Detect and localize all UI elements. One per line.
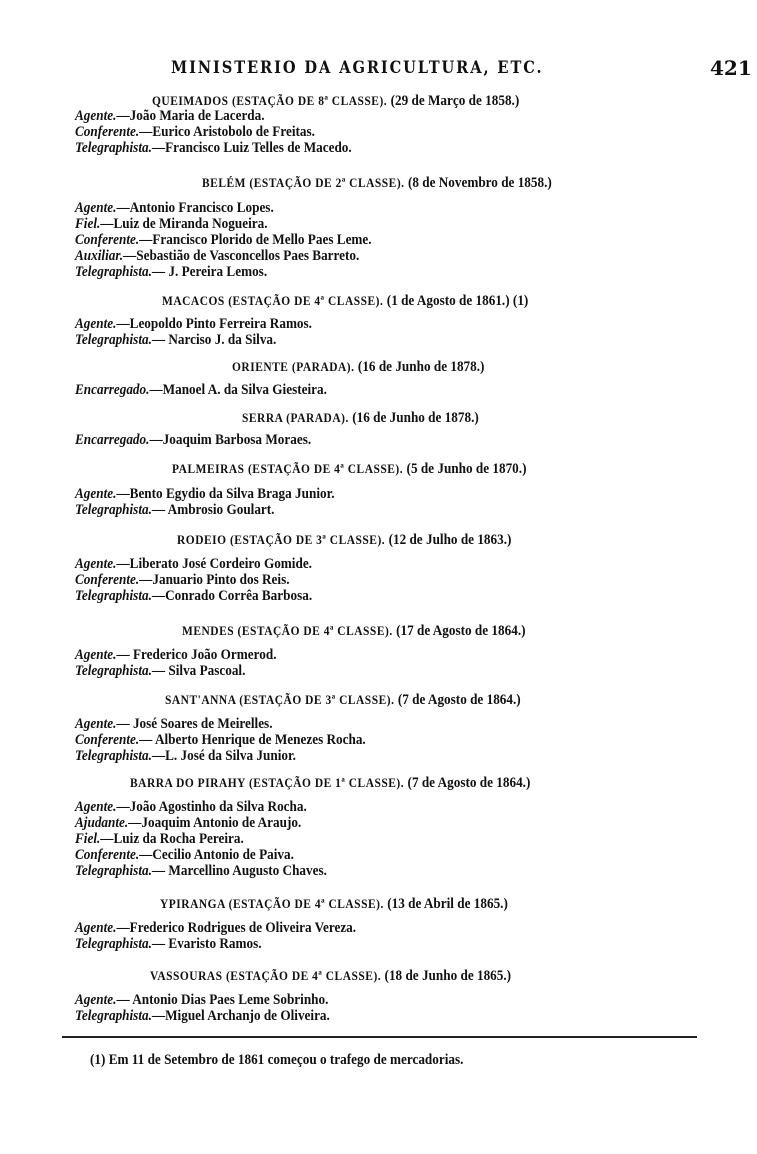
- staff-entry: [75, 799, 307, 816]
- staff-entry: [75, 920, 356, 937]
- staff-entry: [75, 140, 352, 157]
- staff-name: —Sebastião de Vasconcellos Paes Barreto.: [123, 247, 360, 264]
- staff-name: —Leopoldo Pinto Ferreira Ramos.: [116, 316, 312, 332]
- staff-entry: [75, 248, 359, 265]
- station-class: (ESTAÇÃO DE 4ª CLASSE).: [224, 293, 387, 308]
- staff-entry: [75, 572, 290, 589]
- station-class: (ESTAÇÃO DE 4ª CLASSE).: [244, 461, 407, 476]
- station-name: PALMEIRAS: [172, 461, 245, 476]
- running-header: MINISTERIO DA AGRICULTURA, ETC.: [171, 58, 544, 78]
- staff-name: —João Agostinho da Silva Rocha.: [116, 799, 307, 815]
- staff-name: —Luiz da Rocha Pereira.: [100, 830, 244, 847]
- staff-entry: [75, 716, 272, 733]
- station-date: (18 de Junho de 1865.): [384, 968, 512, 984]
- staff-role: Agente.: [75, 920, 117, 936]
- staff-role: Agente.: [75, 716, 117, 732]
- station-class: (ESTAÇÃO DE 4ª CLASSE).: [225, 896, 388, 911]
- station-date: (8 de Novembro de 1858.): [407, 175, 552, 191]
- staff-entry: [75, 216, 268, 233]
- staff-entry: [75, 663, 245, 680]
- station-name: MACACOS: [162, 293, 225, 308]
- footnote-divider: [62, 1036, 697, 1038]
- staff-role: Conferente.: [75, 571, 140, 588]
- staff-entry: [75, 732, 366, 749]
- staff-name: — Evaristo Ramos.: [151, 935, 262, 952]
- staff-role: Telegraphista.: [75, 263, 152, 280]
- staff-role: Agente.: [75, 200, 117, 216]
- staff-role: Agente.: [75, 316, 117, 332]
- staff-role: Agente.: [75, 556, 117, 572]
- staff-role: Telegraphista.: [75, 501, 152, 518]
- station-name: MENDES: [182, 623, 235, 638]
- staff-name: —Antonio Francisco Lopes.: [116, 200, 274, 216]
- staff-entry: [75, 108, 265, 125]
- station-class: (ESTAÇÃO DE 3ª CLASSE).: [226, 532, 389, 547]
- staff-role: Conferente.: [75, 731, 140, 748]
- station-heading: [172, 460, 526, 478]
- staff-role: Agente.: [75, 647, 117, 663]
- staff-role: Fiel.: [75, 830, 101, 847]
- staff-entry: [75, 316, 312, 333]
- staff-entry: [75, 588, 312, 605]
- station-class: (ESTAÇÃO DE 1ª CLASSE).: [245, 775, 408, 790]
- station-heading: [177, 531, 511, 549]
- station-name: VASSOURAS: [150, 968, 223, 983]
- staff-name: — José Soares de Meirelles.: [116, 716, 273, 732]
- staff-entry: [75, 748, 296, 765]
- staff-role: Telegraphista.: [75, 747, 152, 764]
- staff-entry: [75, 200, 274, 217]
- station-name: BELÉM: [202, 175, 246, 190]
- staff-name: — J. Pereira Lemos.: [151, 263, 268, 280]
- station-name: QUEIMADOS: [152, 93, 229, 108]
- staff-role: Auxiliar.: [75, 247, 124, 264]
- staff-entry: [75, 486, 335, 503]
- staff-name: —L. José da Silva Junior.: [151, 747, 296, 764]
- staff-role: Ajudante.: [75, 814, 129, 831]
- station-heading: [165, 691, 521, 709]
- staff-entry: [75, 647, 277, 664]
- station-heading: [202, 174, 552, 192]
- staff-entry: [75, 863, 327, 880]
- staff-role: Agente.: [75, 799, 117, 815]
- station-date: (7 de Agosto de 1864.): [407, 775, 531, 791]
- station-heading: [232, 358, 484, 376]
- staff-role: Encarregado.: [75, 432, 150, 448]
- station-date: (16 de Junho de 1878.): [357, 359, 485, 375]
- staff-entry: [75, 815, 301, 832]
- station-name: ORIENTE: [232, 359, 289, 374]
- station-class: (ESTAÇÃO DE 3ª CLASSE).: [235, 692, 398, 707]
- staff-entry: [75, 847, 294, 864]
- staff-name: —Frederico Rodrigues de Oliveira Vereza.: [116, 920, 357, 936]
- station-date: (16 de Junho de 1878.): [352, 410, 479, 426]
- staff-role: Telegraphista.: [75, 587, 152, 604]
- station-name: RODEIO: [177, 532, 227, 547]
- staff-name: —Francisco Plorido de Mello Paes Leme.: [139, 231, 372, 248]
- staff-name: —Bento Egydio da Silva Braga Junior.: [116, 486, 335, 502]
- staff-entry: [75, 432, 311, 449]
- staff-role: Conferente.: [75, 231, 140, 248]
- staff-name: — Antonio Dias Paes Leme Sobrinho.: [116, 992, 329, 1008]
- staff-role: Telegraphista.: [75, 662, 152, 679]
- staff-name: — Silva Pascoal.: [151, 662, 246, 679]
- staff-role: Telegraphista.: [75, 1007, 152, 1024]
- staff-role: Telegraphista.: [75, 331, 152, 348]
- staff-entry: [75, 831, 244, 848]
- staff-name: — Marcellino Augusto Chaves.: [151, 862, 327, 879]
- staff-name: —Cecilio Antonio de Paiva.: [139, 846, 294, 863]
- staff-role: Agente.: [75, 486, 117, 502]
- staff-role: Conferente.: [75, 846, 140, 863]
- staff-name: —Conrado Corrêa Barbosa.: [151, 587, 313, 604]
- station-heading: [162, 292, 528, 310]
- station-class: (ESTAÇÃO DE 4ª CLASSE).: [234, 623, 397, 638]
- staff-name: — Narciso J. da Silva.: [151, 331, 277, 348]
- staff-name: —Francisco Luiz Telles de Macedo.: [151, 139, 352, 156]
- staff-name: —Joaquim Antonio de Araujo.: [128, 814, 302, 831]
- station-date: (1 de Agosto de 1861.) (1): [386, 293, 529, 309]
- staff-role: Telegraphista.: [75, 862, 152, 879]
- staff-role: Agente.: [75, 108, 117, 124]
- staff-name: — Frederico João Ormerod.: [116, 647, 277, 663]
- station-name: YPIRANGA: [160, 896, 226, 911]
- staff-entry: [75, 1008, 330, 1025]
- station-heading: [160, 895, 508, 913]
- station-date: (17 de Agosto de 1864.): [396, 623, 526, 639]
- station-class: (PARADA).: [288, 359, 358, 374]
- staff-entry: [75, 264, 267, 281]
- station-date: (7 de Agosto de 1864.): [397, 692, 521, 708]
- staff-entry: [75, 936, 262, 953]
- station-name: BARRA DO PIRAHY: [130, 775, 246, 790]
- station-date: (5 de Junho de 1870.): [406, 461, 527, 477]
- staff-name: —Januario Pinto dos Reis.: [139, 571, 290, 588]
- staff-name: —João Maria de Lacerda.: [116, 108, 265, 124]
- staff-name: —Miguel Archanjo de Oliveira.: [151, 1007, 330, 1024]
- staff-entry: [75, 124, 315, 141]
- staff-role: Encarregado.: [75, 382, 150, 398]
- staff-entry: [75, 992, 328, 1009]
- station-class: (ESTAÇÃO DE 4ª CLASSE).: [222, 968, 385, 983]
- staff-entry: [75, 332, 276, 349]
- staff-role: Agente.: [75, 992, 117, 1008]
- staff-role: Fiel.: [75, 215, 101, 232]
- staff-entry: [75, 502, 274, 519]
- station-class: (ESTAÇÃO DE 2ª CLASSE).: [245, 175, 408, 190]
- staff-name: —Manoel A. da Silva Giesteira.: [149, 382, 327, 398]
- station-name: SANT'ANNA: [165, 692, 236, 707]
- station-date: (13 de Abril de 1865.): [387, 896, 508, 912]
- staff-name: —Liberato José Cordeiro Gomide.: [116, 556, 312, 572]
- staff-role: Conferente.: [75, 123, 140, 140]
- staff-name: — Ambrosio Goulart.: [151, 501, 275, 518]
- footnote: (1) Em 11 de Setembro de 1861 começou o trafego de mercadorias.: [90, 1052, 464, 1068]
- staff-entry: [75, 382, 327, 399]
- staff-role: Telegraphista.: [75, 139, 152, 156]
- station-class: (PARADA).: [282, 410, 353, 425]
- staff-name: — Alberto Henrique de Menezes Rocha.: [139, 731, 366, 748]
- station-heading: [242, 409, 479, 427]
- station-date: (12 de Julho de 1863.): [388, 532, 512, 548]
- staff-role: Telegraphista.: [75, 935, 152, 952]
- station-date: (29 de Março de 1858.): [390, 93, 520, 109]
- staff-name: —Joaquim Barbosa Moraes.: [149, 432, 312, 448]
- page-number: 421: [710, 56, 752, 80]
- staff-name: —Luiz de Miranda Nogueira.: [100, 215, 268, 232]
- station-heading: [130, 774, 530, 792]
- staff-name: —Eurico Aristobolo de Freitas.: [139, 123, 315, 140]
- station-class: (ESTAÇÃO DE 8ª CLASSE).: [228, 93, 391, 108]
- station-heading: [150, 967, 511, 985]
- staff-entry: [75, 556, 312, 573]
- station-heading: [182, 622, 526, 640]
- station-name: SERRA: [242, 410, 283, 425]
- staff-entry: [75, 232, 372, 249]
